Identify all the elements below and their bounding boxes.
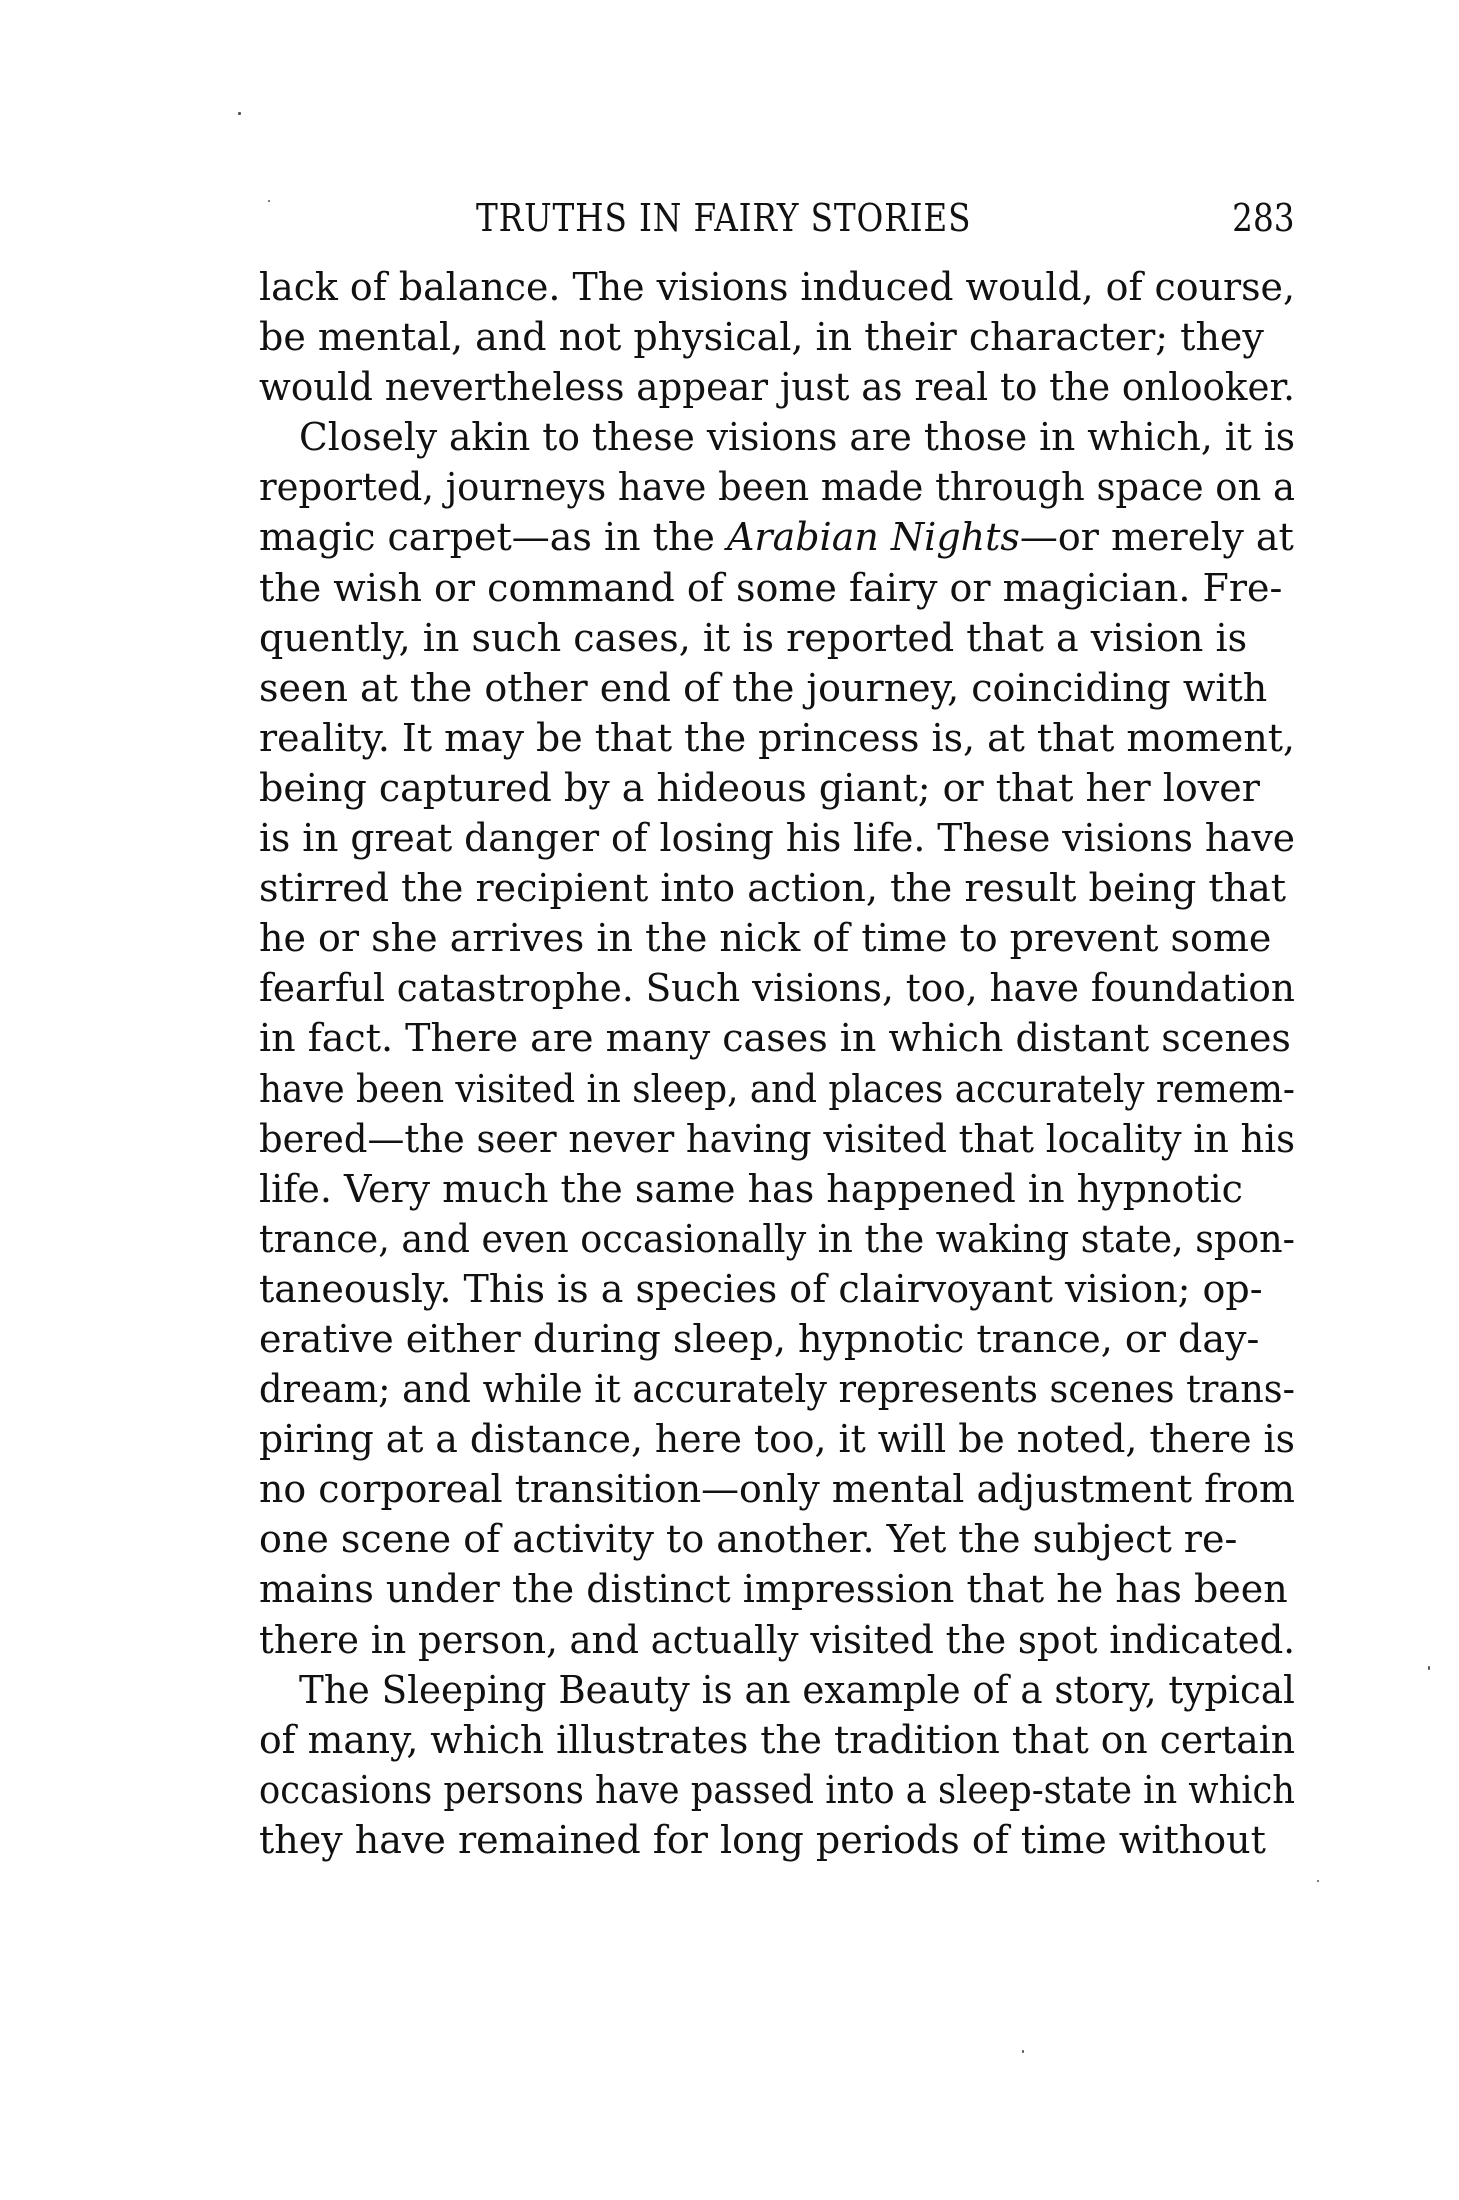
page-header — [259, 196, 1295, 246]
text-line: would nevertheless appear just as real to the onlooker. — [259, 365, 1295, 410]
text-line: reported, journeys have been made through space on a — [259, 465, 1296, 510]
text-line: being captured by a hideous giant; or that her lover — [259, 765, 1260, 810]
italic-title: Arabian Nights — [726, 515, 1020, 560]
text-line: one scene of activity to another. Yet the subject re- — [259, 1517, 1238, 1562]
paragraph-start-line: The Sleeping Beauty is an example of a story, typical — [299, 1667, 1295, 1712]
text-line: erative either during sleep, hypnotic trance, or day- — [259, 1316, 1260, 1361]
text-line: occasions persons have passed into a sleep-state in which — [259, 1767, 1296, 1812]
text-line: seen at the other end of the journey, coinciding with — [259, 665, 1268, 710]
text-line: mains under the distinct impression that he has been — [259, 1567, 1288, 1612]
text-line: there in person, and actually visited the spot indicated. — [259, 1617, 1296, 1662]
text-line: have been visited in sleep, and places accurately remem- — [259, 1066, 1295, 1111]
text-line: he or she arrives in the nick of time to prevent some — [259, 916, 1272, 961]
text-line: is in great danger of losing his life. These visions have — [259, 816, 1296, 861]
text-line: fearful catastrophe. Such visions, too, have foundation — [259, 966, 1295, 1011]
text-line: be mental, and not physical, in their character; they — [259, 315, 1264, 360]
text-line: no corporeal transition—only mental adjustment from — [259, 1467, 1295, 1512]
text-line: the wish or command of some fairy or magician. Fre- — [259, 565, 1283, 610]
paragraph-start-line: Closely akin to these visions are those in which, it is — [299, 415, 1296, 460]
text-line-with-italic — [259, 512, 1295, 562]
scan-speck — [1317, 1880, 1319, 1882]
scan-speck — [1428, 1666, 1430, 1670]
text-line: taneously. This is a species of clairvoyant vision; op- — [259, 1266, 1263, 1311]
text-line: lack of balance. The visions induced would, of course, — [259, 265, 1296, 309]
scan-speck — [238, 112, 241, 115]
scan-speck — [1022, 2050, 1024, 2053]
text-line: bered—the seer never having visited that locality in his — [259, 1116, 1296, 1161]
text-line: dream; and while it accurately represents scenes trans- — [259, 1367, 1295, 1412]
text-line: they have remained for long periods of time without — [259, 1817, 1266, 1862]
page-number: 283 — [1232, 196, 1295, 240]
body-text — [259, 262, 1295, 1865]
text-line: quently, in such cases, it is reported that a vision is — [259, 615, 1248, 660]
text-line: piring at a distance, here too, it will be noted, there is — [259, 1417, 1295, 1462]
text-line: reality. It may be that the princess is, at that moment, — [259, 715, 1295, 760]
text-fragment: magic carpet—as in the — [259, 515, 727, 560]
text-line: trance, and even occasionally in the waking state, spon- — [259, 1216, 1295, 1261]
scan-speck — [268, 200, 270, 202]
text-line: in fact. There are many cases in which distant scenes — [259, 1016, 1291, 1061]
text-line: life. Very much the same has happened in hypnotic — [259, 1166, 1243, 1211]
text-line: of many, which illustrates the tradition that on certain — [259, 1717, 1296, 1762]
text-line: stirred the recipient into action, the result being that — [259, 866, 1287, 911]
running-title: TRUTHS IN FAIRY STORIES — [476, 196, 972, 240]
text-fragment: —or merely at — [1019, 515, 1294, 560]
